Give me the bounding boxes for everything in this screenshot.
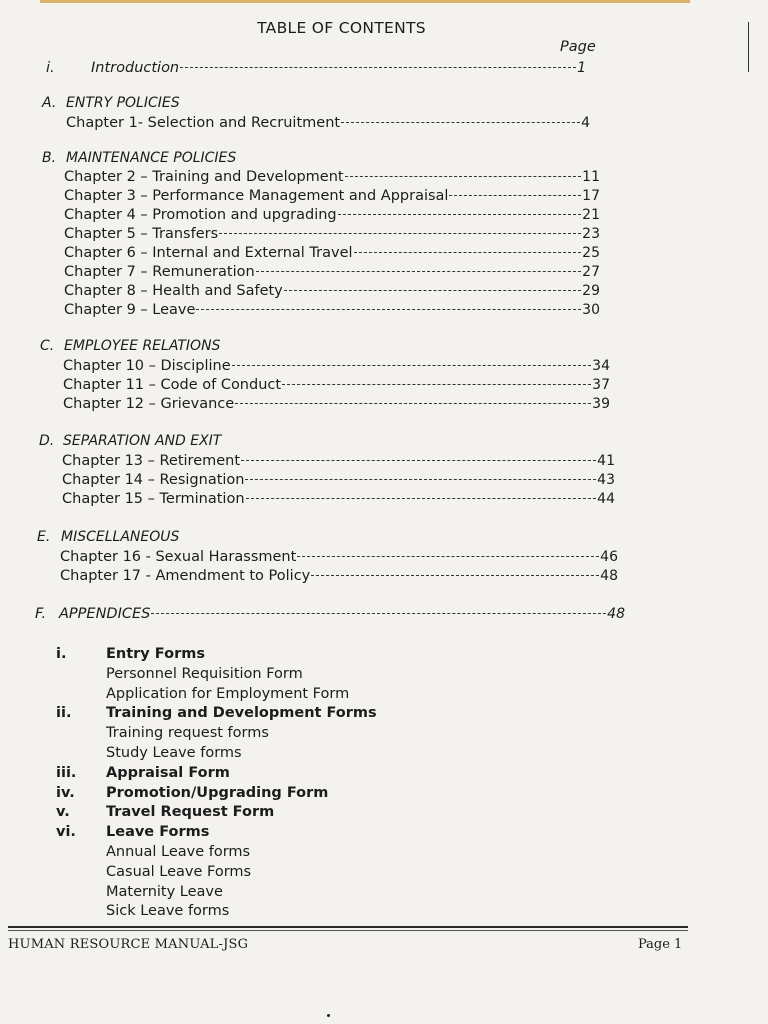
appendix-number: i.	[56, 646, 67, 662]
section-letter: D.	[39, 433, 55, 449]
toc-entry-chapter	[63, 396, 610, 412]
page-column-header: Page	[560, 39, 596, 55]
entry-label: Chapter 14 – Resignation	[62, 472, 245, 488]
toc-entry-chapter	[63, 358, 610, 374]
appendix-subitem	[56, 903, 229, 919]
toc-entry-chapter	[62, 472, 615, 488]
appendix-subitem	[56, 864, 251, 880]
section-letter: A.	[42, 95, 57, 111]
appendix-label: Study Leave forms	[106, 745, 242, 761]
appendix-label: Travel Request Form	[106, 804, 275, 821]
appendix-number: iv.	[56, 784, 75, 801]
section-title: EMPLOYEE RELATIONS	[64, 338, 221, 354]
entry-page: 44	[597, 491, 615, 507]
appendix-label: Promotion/Upgrading Form	[106, 784, 329, 801]
appendix-subitem	[56, 884, 223, 900]
section-heading	[39, 433, 221, 449]
toc-entry-chapter	[66, 115, 590, 131]
entry-label: Chapter 12 – Grievance	[63, 396, 235, 412]
entry-page: 21	[582, 207, 600, 223]
entry-label: Introduction	[91, 60, 180, 76]
section-heading	[42, 95, 180, 111]
section-title: MAINTENANCE POLICIES	[66, 150, 237, 166]
entry-number: i.	[46, 60, 55, 76]
section-title: APPENDICES	[59, 606, 151, 622]
entry-page: 23	[582, 226, 600, 242]
entry-page: 39	[592, 396, 610, 412]
appendix-label: Training and Development Forms	[106, 705, 377, 722]
footer-manual-name: HUMAN RESOURCE MANUAL-JSG	[8, 937, 249, 952]
footer-rule	[8, 926, 688, 928]
dot-leader	[256, 271, 582, 272]
entry-page: 46	[600, 549, 618, 565]
toc-entry-chapter	[64, 226, 600, 242]
appendix-item	[56, 765, 230, 781]
dot-leader	[338, 214, 582, 215]
toc-entry-chapter	[64, 302, 600, 318]
toc-entry-chapter	[60, 568, 618, 584]
dot-leader	[235, 403, 591, 404]
entry-label: Chapter 11 – Code of Conduct	[63, 377, 282, 393]
toc-entry-chapter	[64, 283, 600, 299]
section-heading-appendices	[35, 606, 625, 622]
margin-mark	[748, 22, 749, 72]
dot-leader	[311, 575, 599, 576]
entry-label: Chapter 8 – Health and Safety	[64, 283, 283, 299]
appendix-label: Annual Leave forms	[106, 844, 251, 860]
dot-leader	[354, 252, 582, 253]
section-title: ENTRY POLICIES	[66, 95, 180, 111]
dot-leader	[180, 67, 576, 68]
entry-page: 34	[592, 358, 610, 374]
appendix-label: Maternity Leave	[106, 883, 223, 900]
section-letter: E.	[37, 529, 51, 545]
toc-entry-chapter	[62, 453, 615, 469]
appendix-label: Application for Employment Form	[106, 685, 350, 702]
toc-entry-introduction	[46, 60, 586, 76]
section-letter: B.	[42, 150, 57, 166]
entry-label: Chapter 6 – Internal and External Travel	[64, 245, 353, 261]
dot-leader	[196, 309, 581, 310]
dot-leader	[341, 122, 580, 123]
dot-leader	[282, 384, 591, 385]
section-title: MISCELLANEOUS	[61, 529, 180, 545]
toc-entry-chapter	[64, 264, 600, 280]
entry-page: 30	[582, 302, 600, 318]
entry-label: Chapter 7 – Remuneration	[64, 264, 255, 280]
entry-label: Chapter 4 – Promotion and upgrading	[64, 207, 337, 223]
appendix-subitem	[56, 745, 242, 761]
section-letter: F.	[35, 606, 47, 622]
entry-label: Chapter 13 – Retirement	[62, 453, 241, 469]
section-heading	[37, 529, 179, 545]
dot-leader	[297, 556, 599, 557]
appendix-subitem	[56, 686, 349, 702]
entry-label: Chapter 9 – Leave	[64, 302, 196, 318]
appendix-label: Sick Leave forms	[106, 903, 230, 920]
entry-label: Chapter 16 - Sexual Harassment	[60, 549, 297, 565]
dot-leader	[284, 290, 581, 291]
entry-page: 43	[597, 472, 615, 488]
entry-label: Chapter 3 – Performance Management and Appraisal	[64, 188, 449, 204]
appendix-subitem	[56, 666, 303, 682]
appendix-subitem	[56, 725, 269, 741]
entry-page: 29	[582, 283, 600, 299]
appendix-subitem	[56, 844, 250, 860]
appendix-label: Entry Forms	[106, 646, 205, 662]
section-title: SEPARATION AND EXIT	[63, 433, 222, 449]
appendix-number: ii.	[56, 705, 72, 722]
entry-page: 17	[582, 188, 600, 204]
appendix-label: Leave Forms	[106, 824, 210, 841]
appendix-item	[56, 824, 209, 840]
appendix-item	[56, 646, 205, 662]
toc-title: TABLE OF CONTENTS	[257, 19, 426, 37]
entry-page: 48	[600, 568, 618, 584]
entry-label: Chapter 1- Selection and Recruitment	[66, 115, 341, 131]
entry-page: 25	[582, 245, 600, 261]
section-heading	[40, 338, 220, 354]
appendix-item	[56, 804, 274, 820]
toc-entry-chapter	[64, 188, 600, 204]
appendix-label: Casual Leave Forms	[106, 863, 252, 880]
toc-entry-chapter	[64, 207, 600, 223]
dot-leader	[245, 479, 596, 480]
appendix-number: v.	[56, 804, 70, 821]
dot-leader	[151, 613, 606, 614]
appendix-label: Appraisal Form	[106, 764, 230, 781]
entry-page: 1	[577, 60, 586, 76]
entry-label: Chapter 17 - Amendment to Policy	[60, 568, 311, 584]
appendix-item	[56, 785, 328, 801]
entry-page: 4	[581, 115, 590, 131]
page-top-edge	[40, 0, 690, 3]
appendix-number: iii.	[56, 764, 77, 781]
entry-page: 48	[607, 606, 625, 622]
toc-entry-chapter	[64, 169, 600, 185]
footer-rule-thin	[8, 930, 688, 931]
entry-page: 27	[582, 264, 600, 280]
entry-page: 11	[582, 169, 600, 185]
section-letter: C.	[40, 338, 55, 354]
dot-leader	[345, 176, 582, 177]
toc-entry-chapter	[60, 549, 618, 565]
entry-label: Chapter 15 – Termination	[62, 491, 245, 507]
appendix-label: Training request forms	[106, 725, 269, 742]
dot-leader	[241, 460, 596, 461]
toc-entry-chapter	[64, 245, 600, 261]
entry-page: 41	[597, 453, 615, 469]
footer-page-number: Page 1	[638, 937, 683, 952]
entry-label: Chapter 2 – Training and Development	[64, 169, 344, 185]
section-heading	[42, 150, 236, 166]
appendix-item	[56, 705, 377, 721]
entry-label: Chapter 5 – Transfers	[64, 226, 219, 242]
scan-speck	[327, 1014, 330, 1017]
entry-page: 37	[592, 377, 610, 393]
appendix-number: vi.	[56, 824, 76, 841]
dot-leader	[219, 233, 581, 234]
dot-leader	[246, 498, 597, 499]
dot-leader	[449, 195, 581, 196]
toc-entry-chapter	[62, 491, 615, 507]
toc-entry-chapter	[63, 377, 610, 393]
dot-leader	[232, 365, 592, 366]
appendix-label: Personnel Requisition Form	[106, 665, 303, 682]
entry-label: Chapter 10 – Discipline	[63, 358, 231, 374]
